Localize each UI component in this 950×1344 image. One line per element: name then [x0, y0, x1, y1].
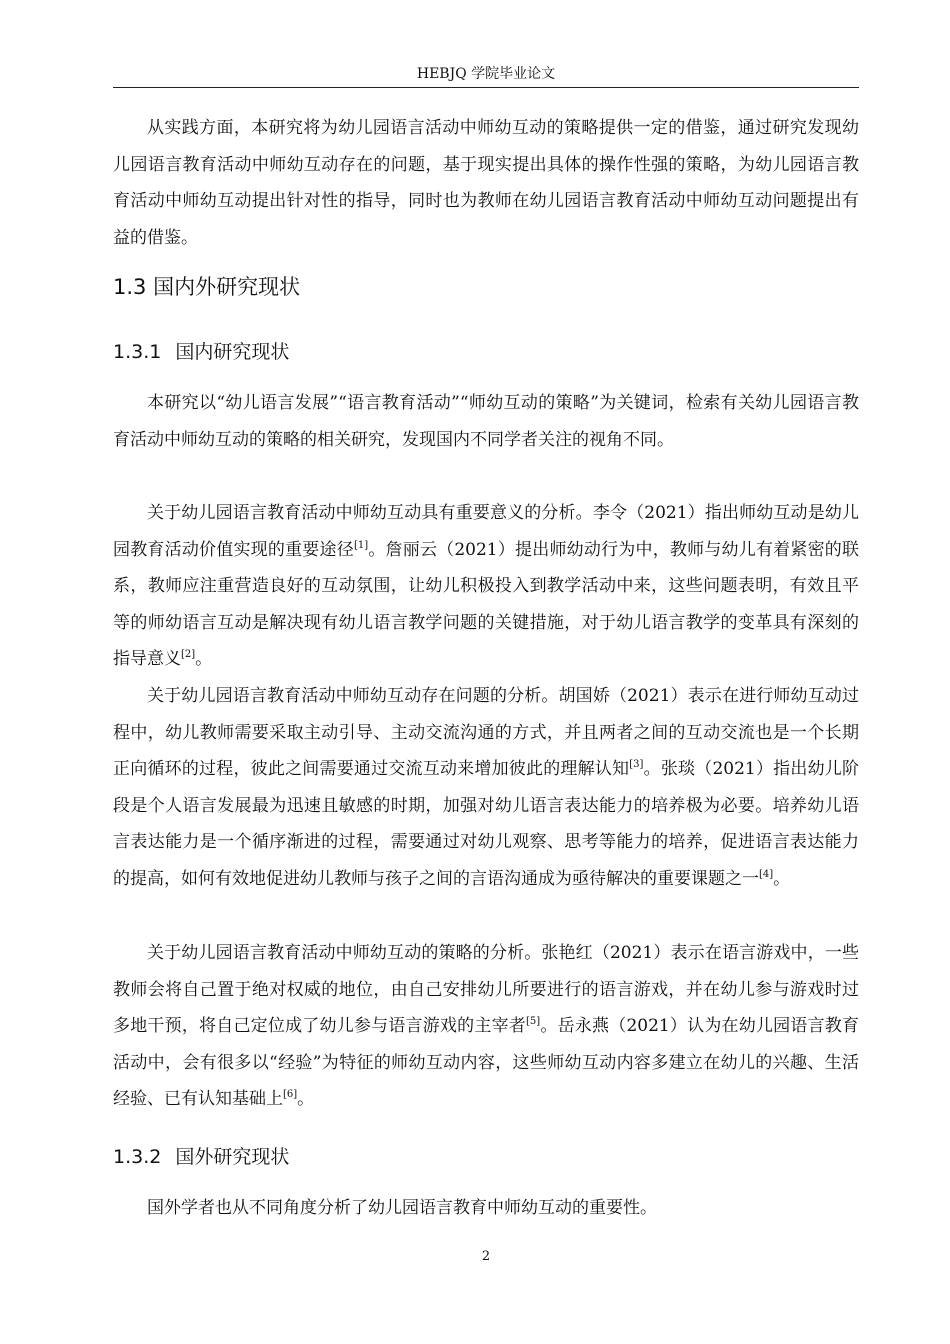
- paragraph-text: 。张琰（2021）指出幼儿阶段是个人语言发展最为迅速且敏感的时期，加强对幼儿语言表达能力的培养极为必要。培养幼儿语言表达能力是一个循序渐进的过程，需要通过对幼儿观察、思考等能力的培养，促进语言表达能力的提高，如何有效地促进幼儿教师与孩子之间的言语沟通成为亟待解决的重要课题之一: [113, 759, 859, 889]
- paragraph-text: 关于幼儿园语言教育活动中师幼互动的策略的分析。张艳红（2021）表示在语言游戏中，一些教师会将自己置于绝对权威的地位，由自己安排幼儿所要进行的语言游戏，并在幼儿参与游戏时过多地干预，将自己定位成了幼儿参与语言游戏的主宰者: [113, 943, 859, 1037]
- running-header: HEBJQ 学院毕业论文: [416, 66, 556, 82]
- paragraph-significance: [113, 495, 859, 678]
- paragraph-problems: [113, 678, 859, 898]
- paragraph-text: 。: [773, 868, 791, 889]
- paragraph-domestic-intro: 本研究以“幼儿语言发展”“语言教育活动”“师幼互动的策略”为关键词，检索有关幼儿园语言教育活动中师幼互动的策略的相关研究，发现国内不同学者关注的视角不同。: [113, 393, 859, 450]
- citation-5[interactable]: [5]: [526, 1016, 541, 1028]
- paragraph-text: 。: [195, 649, 213, 670]
- section-number: 1.3.1: [113, 341, 162, 363]
- citation-4[interactable]: [4]: [759, 868, 774, 880]
- citation-6[interactable]: [6]: [283, 1089, 298, 1101]
- citation-1[interactable]: [1]: [353, 539, 369, 551]
- paragraph-foreign-intro: 国外学者也从不同角度分析了幼儿园语言教育中师幼互动的重要性。: [147, 1198, 657, 1218]
- citation-2[interactable]: [2]: [181, 649, 196, 661]
- page-number: 2: [481, 1249, 491, 1264]
- section-number: 1.3.2: [113, 1146, 162, 1168]
- header-rule: [113, 87, 859, 88]
- citation-3[interactable]: [3]: [629, 759, 644, 771]
- section-heading-1-3-2: [113, 1143, 289, 1171]
- section-heading-1-3-1: [113, 338, 289, 366]
- paragraph-text: 。詹丽云（2021）提出师幼动行为中，教师与幼儿有着紧密的联系，教师应注重营造良好的互动氛围，让幼儿积极投入到教学活动中来，这些问题表明，有效且平等的师幼语言互动是解决现有幼儿语言教学问题的关键措施，对于幼儿语言教学的变革具有深刻的指导意义: [113, 539, 860, 670]
- section-title: 国内研究现状: [175, 341, 290, 363]
- paragraph-practice: 从实践方面，本研究将为幼儿园语言活动中师幼互动的策略提供一定的借鉴，通过研究发现幼儿园语言教育活动中师幼互动存在的问题，基于现实提出具体的操作性强的策略，为幼儿园语言教育活动中师幼互动提出针对性的指导，同时也为教师在幼儿园语言教育活动中师幼互动问题提出有益的借鉴。: [113, 118, 859, 248]
- paragraph-text: 。: [297, 1089, 315, 1110]
- section-heading-1-3: 1.3 国内外研究现状: [113, 275, 301, 299]
- paragraph-text: 。岳永燕（2021）认为在幼儿园语言教育活动中，会有很多以“经验”为特征的师幼互动内容，这些师幼互动内容多建立在幼儿的兴趣、生活经验、已有认知基础上: [113, 1016, 860, 1110]
- paragraph-text: 关于幼儿园语言教育活动中师幼互动具有重要意义的分析。李令（2021）指出师幼互动是幼儿园教育活动价值实现的重要途径: [113, 503, 859, 560]
- section-title: 国外研究现状: [175, 1146, 290, 1168]
- paragraph-text: 关于幼儿园语言教育活动中师幼互动存在问题的分析。胡国娇（2021）表示在进行师幼互动过程中，幼儿教师需要采取主动引导、主动交流沟通的方式，并且两者之间的互动交流也是一个长期正向循环的过程，彼此之间需要通过交流互动来增加彼此的理解认知: [113, 686, 859, 780]
- paragraph-strategies: [113, 935, 859, 1118]
